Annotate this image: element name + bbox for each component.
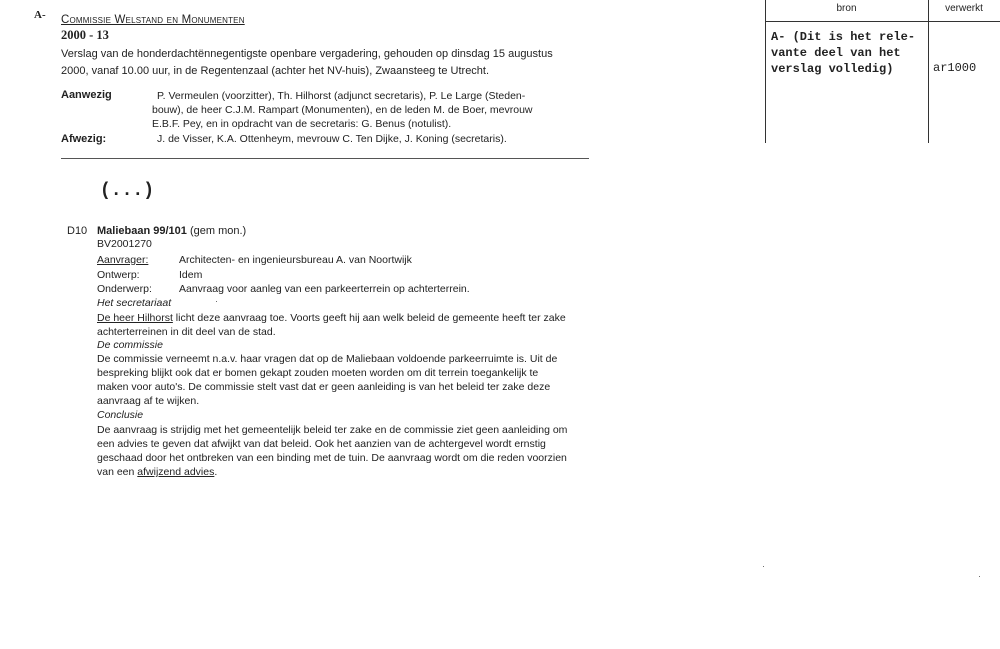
intro-line-2: 2000, vanaf 10.00 uur, in de Regentenzaal (achter het NV-huis), Zwaansteeg te Utrecht. (61, 65, 490, 77)
document-mark: A- (34, 9, 46, 21)
document-number: 2000 - 13 (61, 28, 109, 42)
applicant-label: Aanvrager: (97, 254, 149, 266)
conclusion-verdict: afwijzend advies (137, 466, 215, 478)
commission-line-4: aanvraag af te wijken. (97, 395, 200, 407)
item-title-suffix: (gem mon.) (189, 225, 247, 237)
side-header-processed: verwerkt (945, 3, 983, 14)
secretariat-line-1 (97, 311, 625, 325)
divider-line (61, 158, 589, 159)
item-code: D10 (67, 225, 88, 237)
item-bv-number: BV2001270 (97, 238, 152, 250)
commission-heading: De commissie (97, 339, 163, 351)
secretariat-heading: Het secretariaat (97, 297, 172, 309)
present-label: Aanwezig (61, 89, 112, 101)
applicant-value: Architecten- en ingenieursbureau A. van Noortwijk (179, 254, 412, 266)
side-header-source: bron (836, 3, 857, 14)
scan-speck: · (215, 296, 218, 306)
omission-marker: (...) (100, 181, 155, 201)
present-line-1: P. Vermeulen (voorzitter), Th. Hilhorst (adjunct secretaris), P. Le Large (Steden- (157, 90, 526, 102)
commission-line-3: maken voor auto's. De commissie stelt vast dat er geen aanleiding is van het beleid ter zake deze (97, 381, 551, 393)
item-title-address: Maliebaan 99/101 (97, 225, 187, 237)
side-processed-code: ar1000 (933, 61, 977, 75)
subject-label: Onderwerp: (97, 283, 152, 295)
subject-value: Aanvraag voor aanleg van een parkeerterrein op achterterrein. (179, 283, 470, 295)
design-label: Ontwerp: (97, 269, 140, 281)
design-value: Idem (179, 269, 203, 281)
conclusion-line-2: een advies te geven dat afwijkt van dat beleid. Ook het aanzien van de achtergevel wordt ernstig (97, 438, 546, 450)
organisation-name: Commissie Welstand en Monumenten (61, 14, 245, 26)
conclusion-last-suffix: . (214, 466, 218, 478)
scan-speck: · (762, 561, 765, 571)
absent-label: Afwezig: (61, 133, 107, 145)
conclusion-line-3: geschaad door het ontbreken van een binding met de tuin. De aanvraag wordt om die reden voorzien (97, 452, 567, 464)
conclusion-line-1: De aanvraag is strijdig met het gemeentelijk beleid ter zake en de commissie ziet geen aanleiding om (97, 424, 568, 436)
conclusion-heading: Conclusie (97, 409, 144, 421)
scan-speck: · (978, 571, 981, 581)
intro-line-1: Verslag van de honderdachtënnegentigste openbare vergadering, gehouden op dinsdag 15 augustus (61, 48, 553, 60)
absent-text: J. de Visser, K.A. Ottenheym, mevrouw C. Ten Dijke, J. Koning (secretaris). (157, 133, 507, 145)
secretariat-line-2: achterterreinen in dit deel van de stad. (97, 326, 276, 338)
present-line-2: bouw), de heer C.J.M. Rampart (Monumenten), en de leden M. de Boer, mevrouw (152, 104, 533, 116)
item-title (97, 225, 246, 237)
side-header-underline (765, 21, 1000, 22)
present-line-3: E.B.F. Pey, en in opdracht van de secretaris: G. Benus (notulist). (152, 118, 452, 130)
commission-line-2: bespreking blijkt ook dat er bomen gekapt zouden moeten worden om dit terrein toegankelijk te (97, 367, 539, 379)
commission-line-1: De commissie verneemt n.a.v. haar vragen dat op de Maliebaan voldoende parkeerruimte is. Uit de (97, 353, 558, 365)
side-source-note: A- (Dit is het rele- vante deel van het verslag volledig) (771, 30, 916, 76)
secretariat-text: licht deze aanvraag toe. Voorts geeft hij aan welk beleid de gemeente heeft ter zake (175, 312, 566, 324)
conclusion-line-4 (97, 465, 625, 479)
secretariat-name: De heer Hilhorst (97, 312, 173, 324)
conclusion-last-prefix: van een (97, 466, 135, 478)
